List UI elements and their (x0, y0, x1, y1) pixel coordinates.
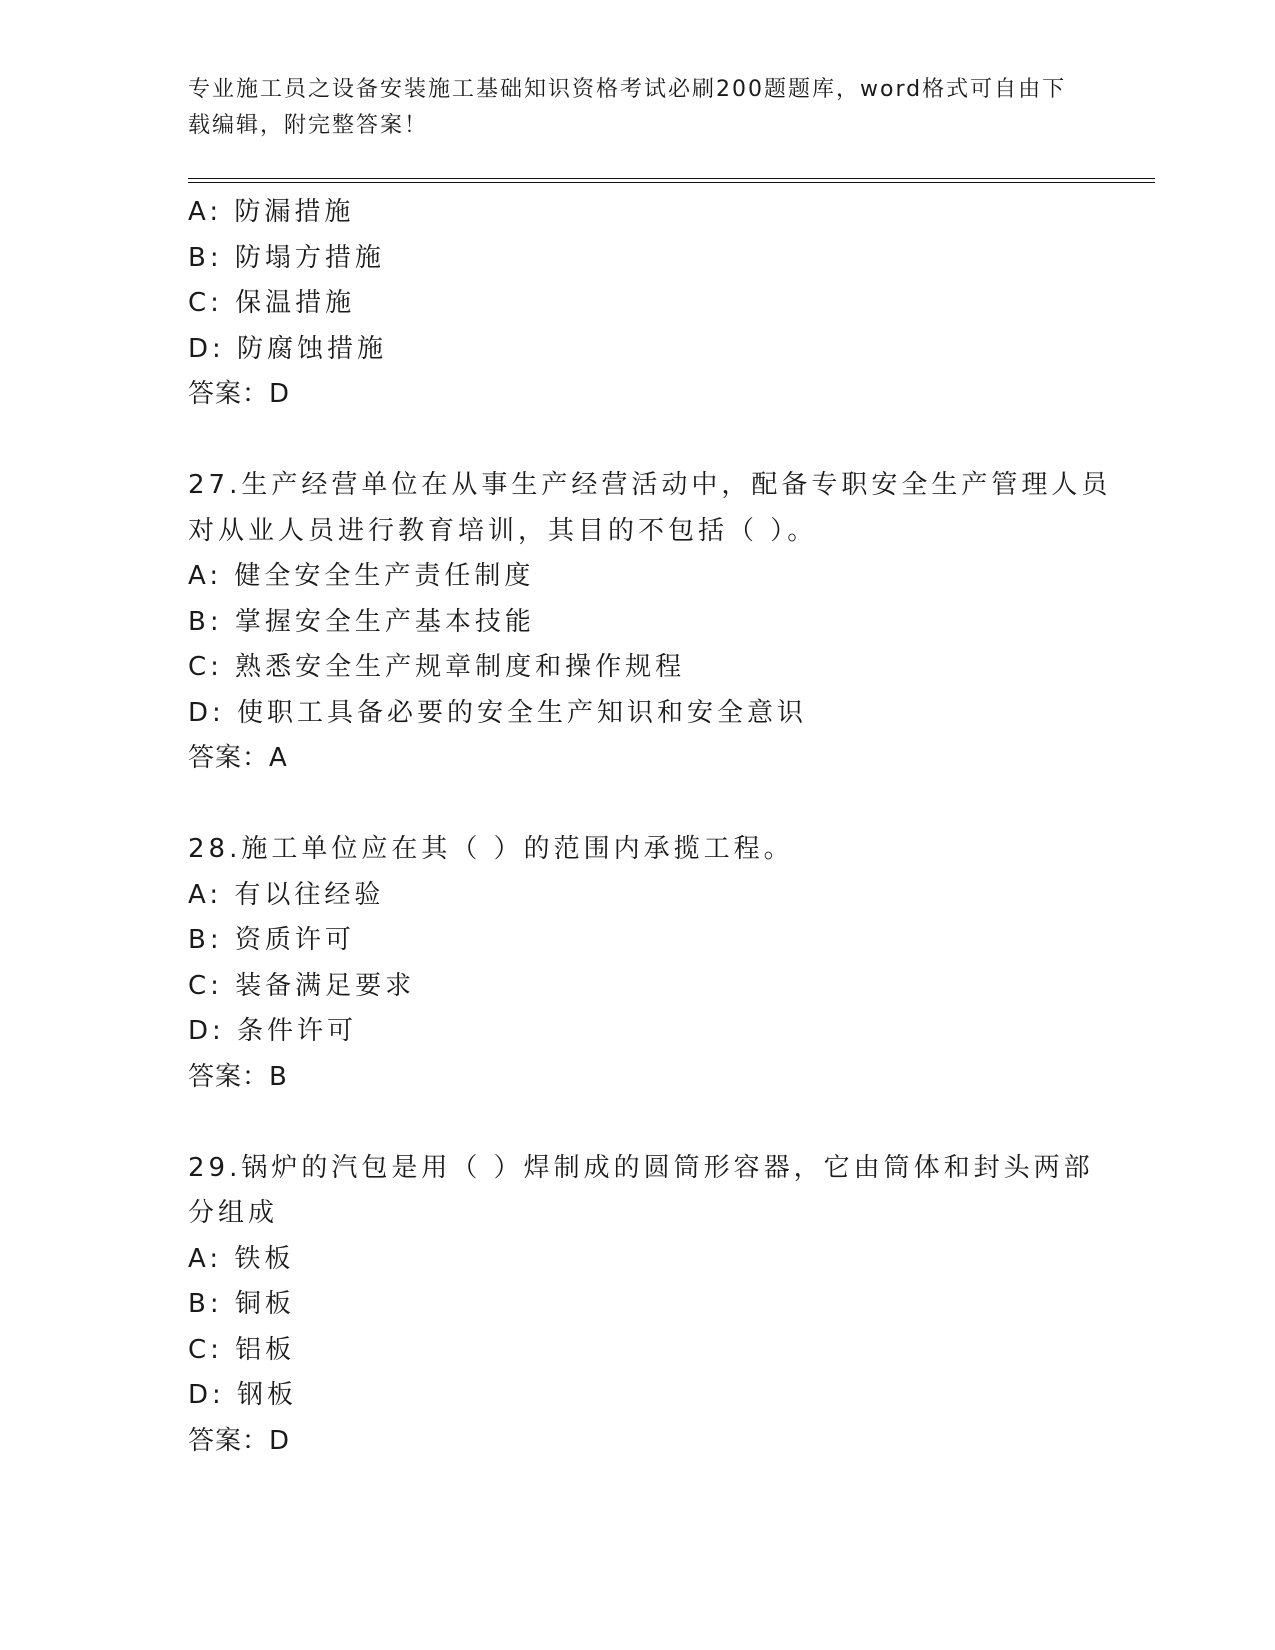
spacer (188, 782, 1128, 828)
option-c: C: 熟悉安全生产规章制度和操作规程 (188, 652, 686, 682)
option-d: D: 条件许可 (188, 1016, 358, 1046)
answer: 答案：D (188, 379, 291, 409)
option-a: A: 铁板 (188, 1243, 295, 1274)
question-stem-line-1: 28.施工单位应在其（ ）的范围内承揽工程。 (188, 834, 794, 864)
option-b: B: 资质许可 (188, 925, 355, 955)
document-header: 专业施工员之设备安装施工基础知识资格考试必刷200题题库，word格式可自由下载编辑，附完整答案！ (188, 77, 1067, 138)
option-b: B: 铜板 (188, 1289, 295, 1319)
question-stem-line-2: 对从业人员进行教育培训，其目的不包括（ ）。 (188, 515, 818, 546)
option-c: C: 保温措施 (188, 288, 356, 318)
option-b: B: 掌握安全生产基本技能 (188, 606, 535, 637)
spacer (188, 1100, 1128, 1146)
option-d: D: 防腐蚀措施 (188, 333, 388, 364)
question-29 (188, 1146, 1128, 1465)
answer: 答案：B (188, 1061, 288, 1092)
question-list (188, 190, 1128, 1464)
header-rule-top (188, 178, 1155, 179)
option-a: A: 健全安全生产责任制度 (188, 561, 535, 591)
question-stem-line-1: 27.生产经营单位在从事生产经营活动中，配备专职安全生产管理人员 (188, 470, 1112, 500)
question-stem-line-2: 分组成 (188, 1198, 279, 1228)
option-b: B: 防塌方措施 (188, 242, 385, 273)
header-rule-bottom (188, 182, 1155, 183)
option-d: D: 钢板 (188, 1380, 298, 1410)
option-c: C: 装备满足要求 (188, 970, 416, 1001)
answer: 答案：D (188, 1425, 291, 1456)
question-28 (188, 827, 1128, 1100)
answer: 答案：A (188, 743, 288, 773)
spacer (188, 418, 1128, 464)
question-26 (188, 190, 1128, 418)
option-c: C: 铝板 (188, 1334, 296, 1365)
question-27 (188, 463, 1128, 782)
option-d: D: 使职工具备必要的安全生产知识和安全意识 (188, 697, 808, 728)
question-stem-line-1: 29.锅炉的汽包是用（ ）焊制成的圆筒形容器，它由筒体和封头两部 (188, 1152, 1094, 1183)
option-a: A: 防漏措施 (188, 197, 355, 227)
option-a: A: 有以往经验 (188, 879, 385, 910)
